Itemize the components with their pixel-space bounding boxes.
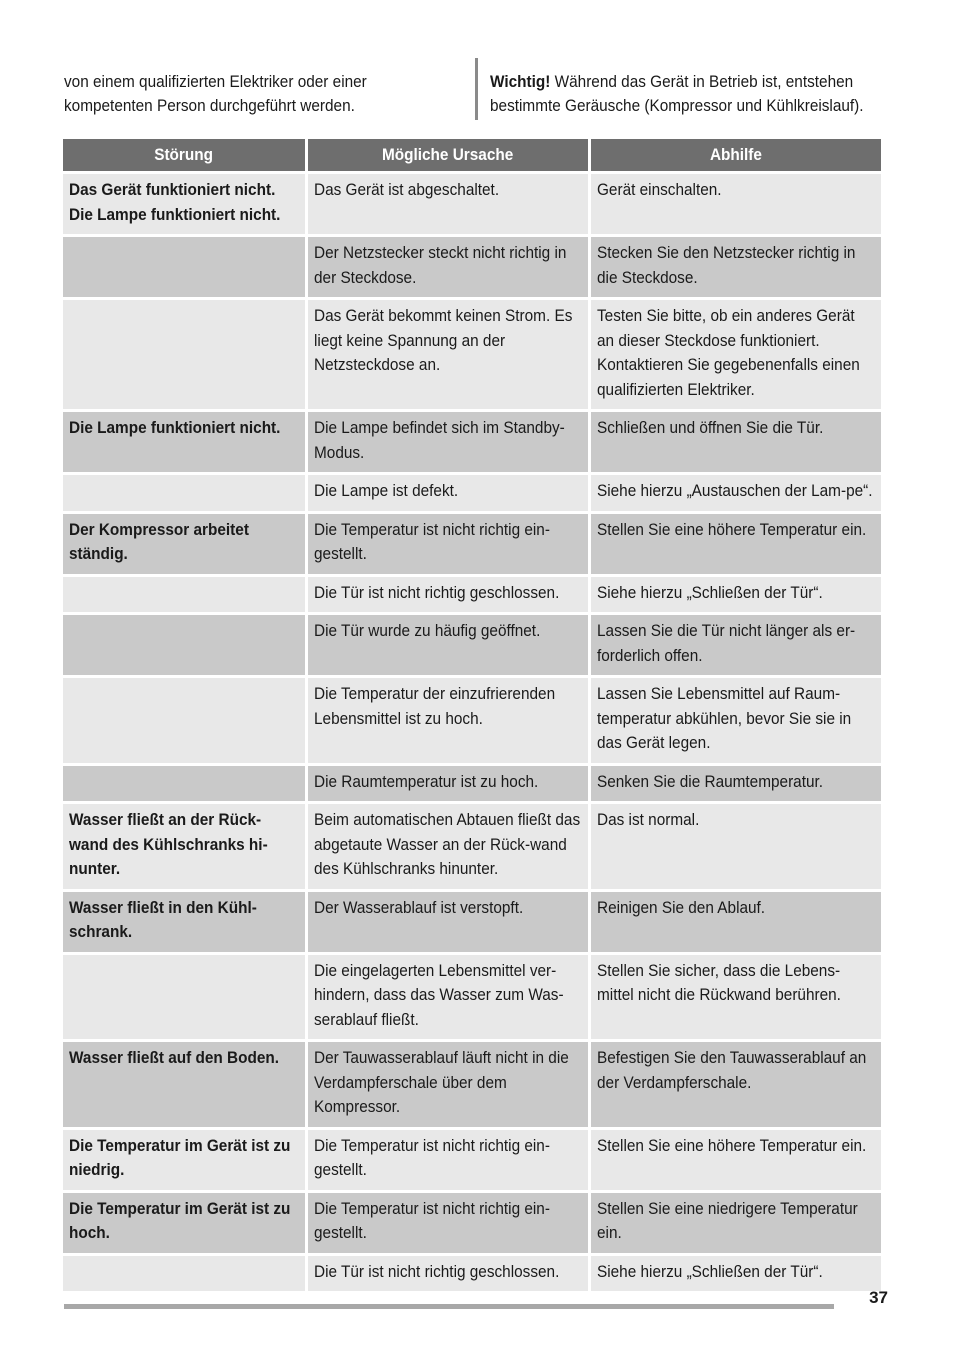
table-header-row: [63, 139, 881, 174]
table-row: [63, 514, 881, 577]
table-row: [63, 1042, 881, 1130]
problem-cell: [63, 804, 305, 892]
cause-cell-text: Die Temperatur ist nicht richtig ein-gestellt.: [314, 1136, 551, 1179]
problem-cell: [63, 412, 305, 475]
table-row: [63, 1256, 881, 1295]
table-row: [63, 412, 881, 475]
cause-cell: [308, 955, 588, 1043]
remedy-cell: [591, 237, 881, 300]
cause-cell-text: Die Raumtemperatur ist zu hoch.: [314, 772, 539, 791]
remedy-cell-text: Siehe hierzu „Austauschen der Lam-pe“.: [597, 482, 873, 500]
cause-cell: [308, 475, 588, 514]
remedy-cell-text: Siehe hierzu „Schließen der Tür“.: [597, 1262, 823, 1281]
cause-cell-text: Das Gerät bekommt keinen Strom. Es liegt keine Spannung an der Netzsteckdose an.: [314, 307, 573, 374]
column-divider: [475, 58, 478, 120]
cause-cell: [308, 1042, 588, 1130]
remedy-cell: [591, 412, 881, 475]
remedy-cell: [591, 678, 881, 766]
cause-cell: [308, 577, 588, 616]
cause-cell-text: Die Lampe ist defekt.: [314, 482, 459, 500]
troubleshooting-table: [60, 139, 884, 1294]
problem-cell-text: Die Lampe funktioniert nicht.: [69, 419, 281, 437]
remedy-cell-text: Stellen Sie sicher, dass die Lebens-mittel nicht die Rückwand berühren.: [597, 961, 841, 1004]
cause-cell: [308, 615, 588, 678]
remedy-cell-text: Testen Sie bitte, ob ein anderes Gerät an dieser Steckdose funktioniert. Kontaktieren Sie gegebenenfalls einen qualifizierten Elektriker.: [597, 307, 860, 399]
problem-cell: [63, 1193, 305, 1256]
table-row: [63, 615, 881, 678]
problem-cell: [63, 174, 305, 237]
table-row: [63, 1130, 881, 1193]
intro-right-text: [490, 70, 890, 118]
problem-cell: [63, 955, 305, 1043]
cause-cell-text: Der Netzstecker steckt nicht richtig in der Steckdose.: [314, 244, 567, 287]
table-row: [63, 955, 881, 1043]
problem-cell: [63, 1042, 305, 1130]
footer-rule: [64, 1304, 834, 1309]
table-row: [63, 1193, 881, 1256]
table-row: [63, 804, 881, 892]
problem-cell: [63, 1130, 305, 1193]
table-row: [63, 766, 881, 805]
problem-cell: [63, 577, 305, 616]
remedy-cell: [591, 1193, 881, 1256]
remedy-cell-text: Lassen Sie die Tür nicht länger als er-forderlich offen.: [597, 622, 856, 665]
remedy-cell: [591, 892, 881, 955]
remedy-cell: [591, 766, 881, 805]
cause-cell-text: Der Tauwasserablauf läuft nicht in die Verdampferschale über dem Kompressor.: [314, 1049, 569, 1116]
cause-cell: [308, 1256, 588, 1295]
remedy-cell: [591, 1130, 881, 1193]
problem-cell-text: Wasser fließt an der Rück-wand des Kühlschranks hi-nunter.: [69, 811, 268, 878]
cause-cell-text: Die Tür wurde zu häufig geöffnet.: [314, 622, 541, 640]
remedy-cell-text: Lassen Sie Lebensmittel auf Raum-temperatur abkühlen, bevor Sie sie in das Gerät legen.: [597, 685, 852, 752]
header-cause: Mögliche Ursache: [308, 139, 588, 174]
cause-cell: [308, 1130, 588, 1193]
remedy-cell-text: Reinigen Sie den Ablauf.: [597, 898, 766, 917]
table-row: [63, 678, 881, 766]
cause-cell: [308, 237, 588, 300]
problem-cell: [63, 475, 305, 514]
problem-cell: [63, 237, 305, 300]
cause-cell-text: Die eingelagerten Lebensmittel ver-hindern, dass das Wasser zum Was-serablauf fließt.: [314, 961, 564, 1029]
table-row: [63, 892, 881, 955]
cause-cell-text: Der Wasserablauf ist verstopft.: [314, 898, 524, 917]
cause-cell: [308, 678, 588, 766]
problem-cell: [63, 300, 305, 412]
cause-cell-text: Die Temperatur ist nicht richtig ein-gestellt.: [314, 520, 551, 563]
problem-cell-text: Das Gerät funktioniert nicht. Die Lampe funktioniert nicht.: [69, 181, 281, 224]
cause-cell-text: Die Tür ist nicht richtig geschlossen.: [314, 1262, 560, 1281]
remedy-cell: [591, 577, 881, 616]
header-remedy: Abhilfe: [591, 139, 881, 174]
remedy-cell: [591, 514, 881, 577]
remedy-cell-text: Senken Sie die Raumtemperatur.: [597, 772, 824, 791]
intro-left-text: von einem qualifizierten Elektriker oder einer kompetenten Person durchgeführt werden.: [64, 73, 367, 115]
remedy-cell-text: Schließen und öffnen Sie die Tür.: [597, 419, 824, 437]
problem-cell-text: Wasser fließt in den Kühl-schrank.: [69, 898, 257, 941]
table-row: [63, 174, 881, 237]
table-row: [63, 237, 881, 300]
problem-cell: [63, 678, 305, 766]
cause-cell: [308, 804, 588, 892]
problem-cell: [63, 1256, 305, 1295]
problem-cell-text: Die Temperatur im Gerät ist zu hoch.: [69, 1199, 291, 1242]
remedy-cell-text: Stellen Sie eine höhere Temperatur ein.: [597, 1136, 867, 1155]
remedy-cell: [591, 615, 881, 678]
cause-cell: [308, 514, 588, 577]
cause-cell-text: Die Lampe befindet sich im Standby-Modus.: [314, 419, 565, 462]
cause-cell: [308, 1193, 588, 1256]
header-problem: Störung: [63, 139, 305, 174]
remedy-cell-text: Stellen Sie eine niedrigere Temperatur ein.: [597, 1199, 858, 1242]
table-row: [63, 577, 881, 616]
remedy-cell-text: Das ist normal.: [597, 811, 700, 829]
remedy-cell: [591, 1256, 881, 1295]
remedy-cell: [591, 300, 881, 412]
remedy-cell: [591, 1042, 881, 1130]
cause-cell-text: Die Temperatur ist nicht richtig ein-gestellt.: [314, 1199, 551, 1242]
table-row: [63, 475, 881, 514]
cause-cell: [308, 300, 588, 412]
remedy-cell: [591, 475, 881, 514]
problem-cell-text: Die Temperatur im Gerät ist zu niedrig.: [69, 1136, 291, 1179]
page-number: 37: [869, 1288, 888, 1307]
cause-cell-text: Die Temperatur der einzufrierenden Lebensmittel ist zu hoch.: [314, 685, 556, 728]
remedy-cell: [591, 955, 881, 1043]
remedy-cell-text: Gerät einschalten.: [597, 181, 722, 199]
cause-cell-text: Beim automatischen Abtauen fließt das abgetaute Wasser an der Rück-wand des Kühlschranks hinunter.: [314, 811, 581, 878]
cause-cell: [308, 766, 588, 805]
remedy-cell-text: Stellen Sie eine höhere Temperatur ein.: [597, 520, 867, 539]
remedy-cell-text: Befestigen Sie den Tauwasserablauf an der Verdampferschale.: [597, 1049, 867, 1092]
problem-cell: [63, 892, 305, 955]
problem-cell-text: Wasser fließt auf den Boden.: [69, 1049, 280, 1067]
remedy-cell-text: Stecken Sie den Netzstecker richtig in die Steckdose.: [597, 244, 856, 287]
problem-cell: [63, 766, 305, 805]
cause-cell: [308, 174, 588, 237]
problem-cell: [63, 615, 305, 678]
remedy-cell-text: Siehe hierzu „Schließen der Tür“.: [597, 583, 823, 602]
cause-cell-text: Das Gerät ist abgeschaltet.: [314, 181, 500, 199]
problem-cell: [63, 514, 305, 577]
important-label: Wichtig!: [490, 73, 551, 91]
table-row: [63, 300, 881, 412]
cause-cell-text: Die Tür ist nicht richtig geschlossen.: [314, 583, 560, 602]
problem-cell-text: Der Kompressor arbeitet ständig.: [69, 520, 249, 563]
remedy-cell: [591, 804, 881, 892]
cause-cell: [308, 412, 588, 475]
remedy-cell: [591, 174, 881, 237]
important-note: Während das Gerät in Betrieb ist, entstehen bestimmte Geräusche (Kompressor und Kühlkreislauf).: [490, 73, 864, 115]
cause-cell: [308, 892, 588, 955]
